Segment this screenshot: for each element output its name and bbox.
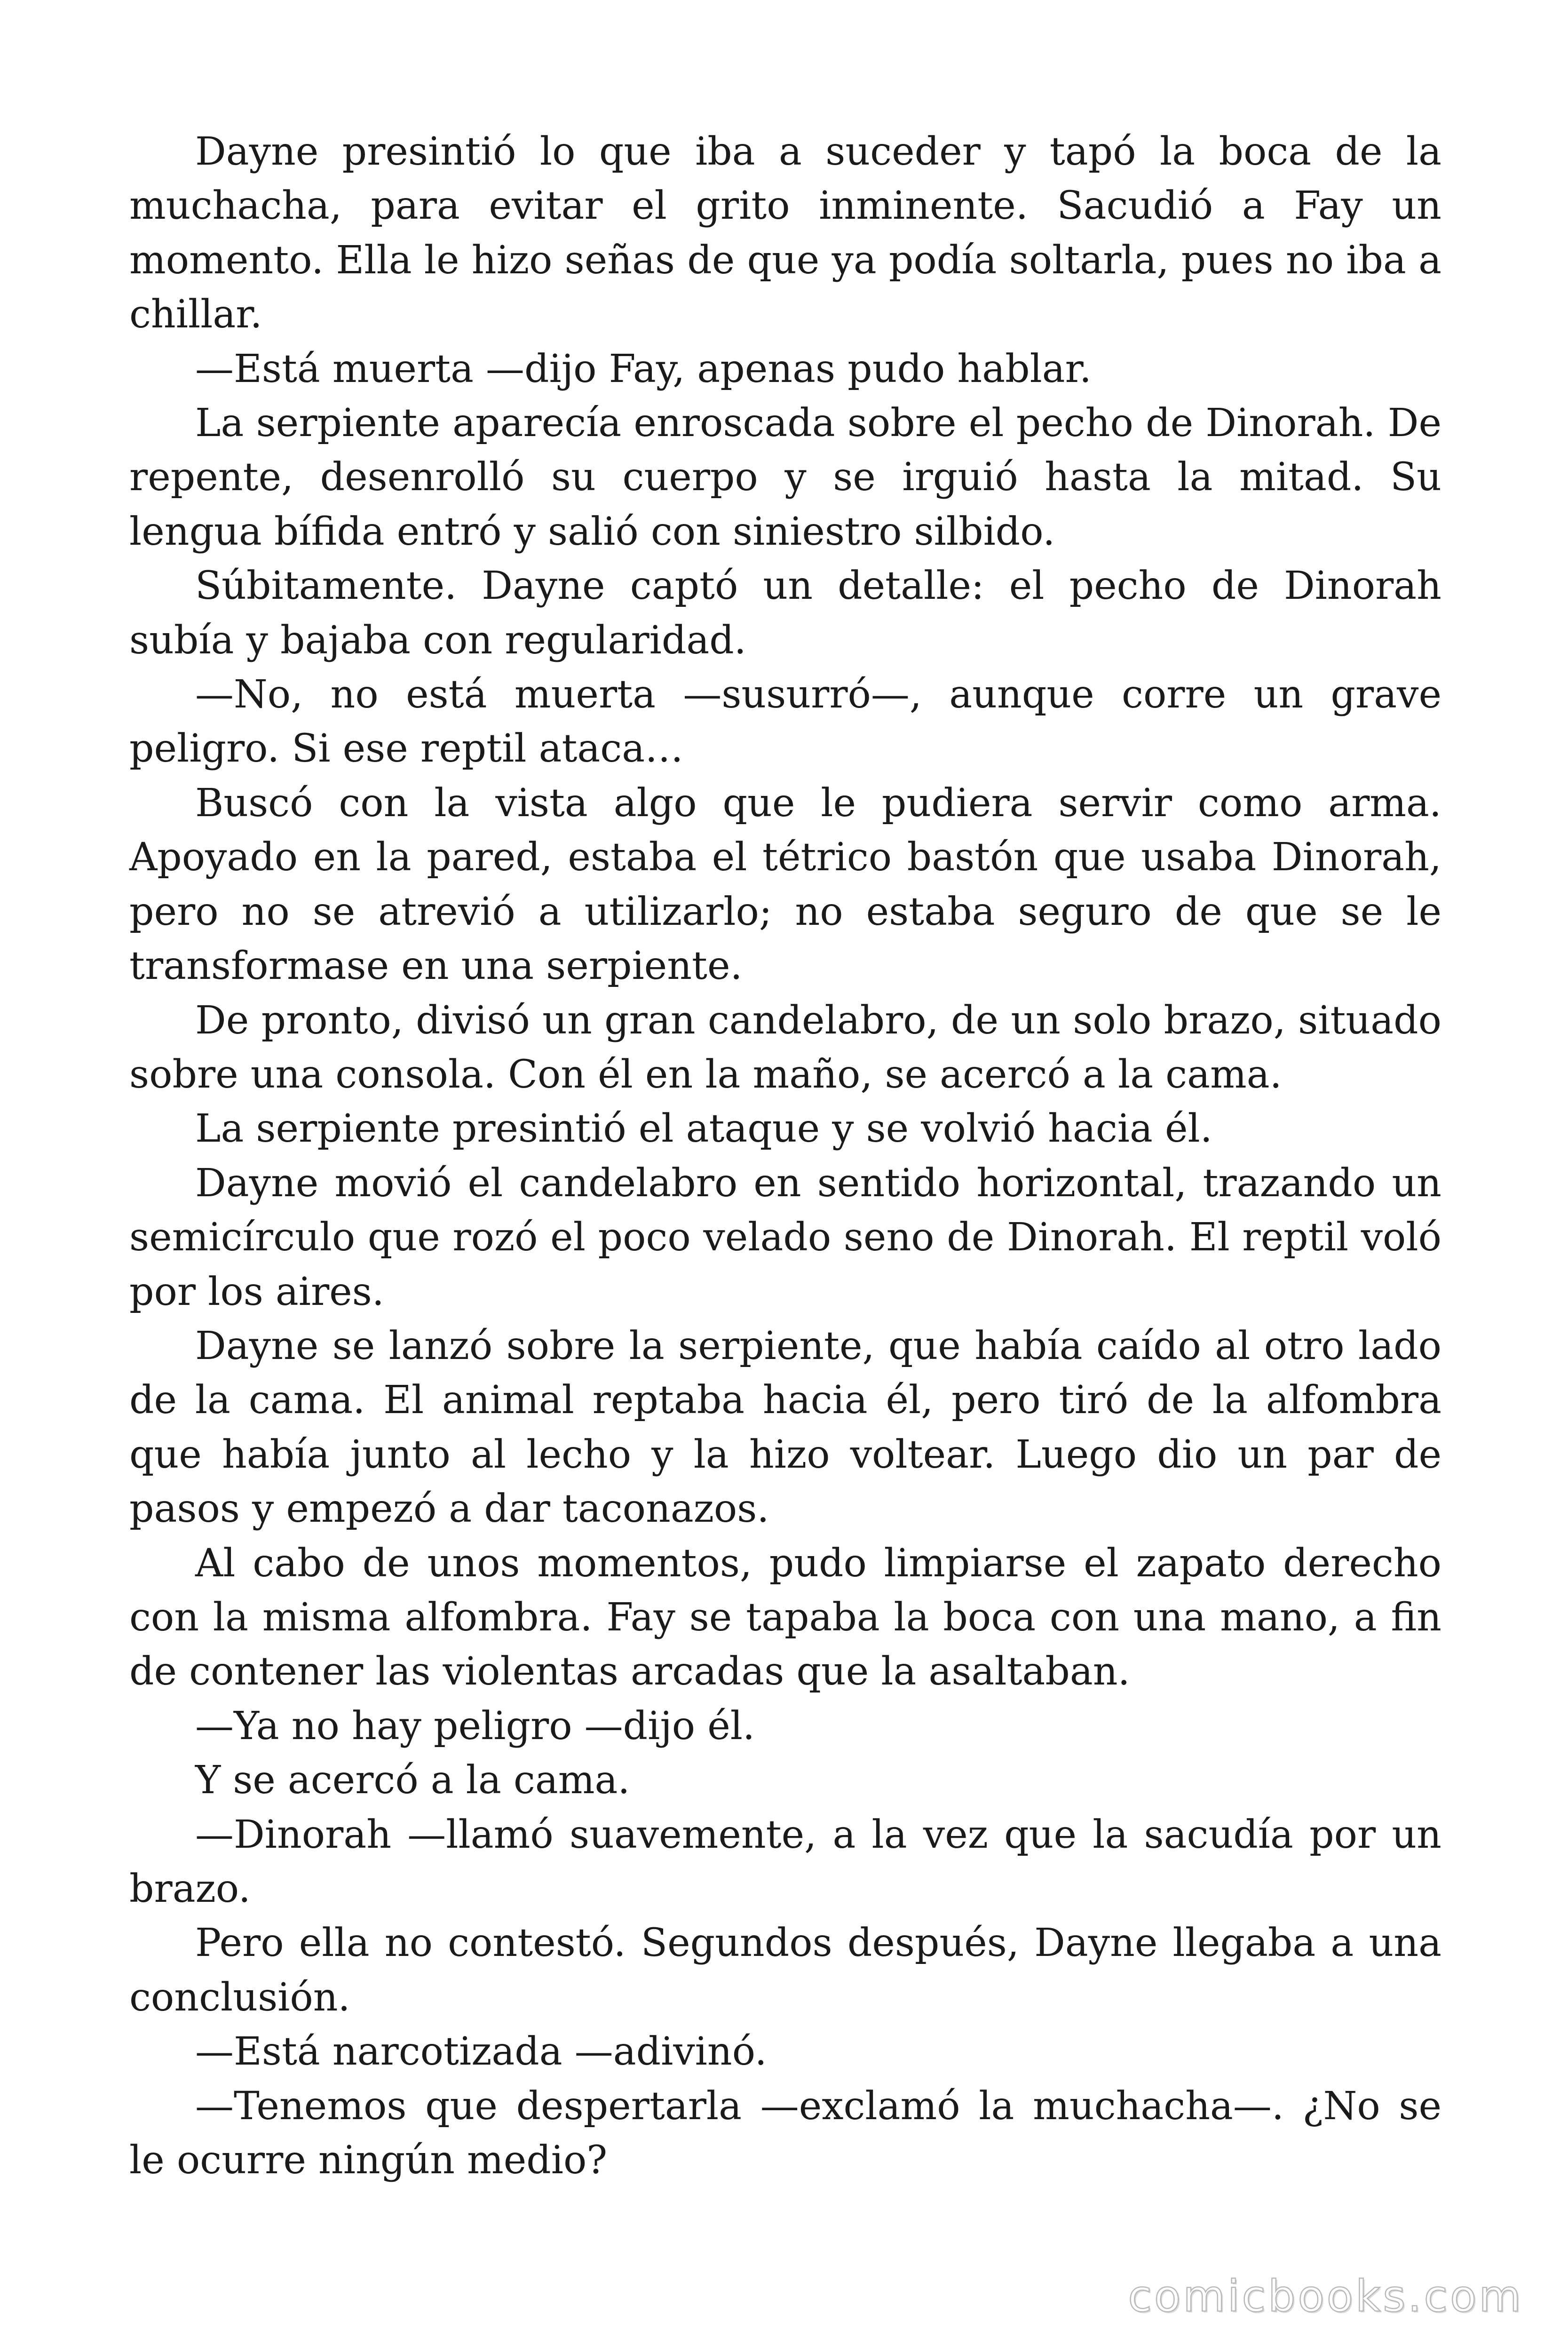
page-text — [129, 125, 1441, 2187]
paragraph-6: Buscó con la vista algo que le pudiera servir como arma. Apoyado en la pared, estaba el tétrico bastón que usaba Dinorah, pero no se atrevió a utilizarlo; no estaba seguro de que se le transformase en una serpiente. — [129, 780, 1441, 989]
paragraph-10: Dayne se lanzó sobre la serpiente, que había caído al otro lado de la cama. El animal reptaba hacia él, pero tiró de la alfombra que había junto al lecho y la hizo voltear. Luego dio un par de pasos y empezó a dar taconazos. — [129, 1323, 1441, 1532]
paragraph-11: Al cabo de unos momentos, pudo limpiarse el zapato derecho con la misma alfombra. Fay se tapaba la boca con una mano, a fin de contener las violentas arcadas que la asaltaban. — [129, 1541, 1441, 1694]
paragraph-14: —Dinorah —llamó suavemente, a la vez que la sacudía por un brazo. — [129, 1812, 1441, 1911]
paragraph-9: Dayne movió el candelabro en sentido horizontal, trazando un semicírculo que rozó el poco velado seno de Dinorah. El reptil voló por los aires. — [129, 1160, 1441, 1314]
paragraph-7: De pronto, divisó un gran candelabro, de un solo brazo, situado sobre una consola. Con él en la maño, se acercó a la cama. — [129, 998, 1441, 1097]
paragraph-5: —No, no está muerta —susurró—, aunque corre un grave peligro. Si ese reptil ataca… — [129, 672, 1441, 771]
paragraph-8: La serpiente presintió el ataque y se volvió hacia él. — [195, 1106, 1212, 1152]
paragraph-4: Súbitamente. Dayne captó un detalle: el pecho de Dinorah subía y bajaba con regularidad. — [129, 564, 1441, 663]
paragraph-17: —Tenemos que despertarla —exclamó la muchacha—. ¿No se le ocurre ningún medio? — [129, 2083, 1441, 2183]
paragraph-15: Pero ella no contestó. Segundos después, Dayne llegaba a una conclusión. — [129, 1921, 1441, 2020]
watermark: comicbooks.com — [1128, 2271, 1523, 2321]
paragraph-16: —Está narcotizada —adivinó. — [195, 2029, 767, 2074]
paragraph-2: —Está muerta —dijo Fay, apenas pudo hablar. — [195, 346, 1092, 391]
paragraph-3: La serpiente aparecía enroscada sobre el pecho de Dinorah. De repente, desenrolló su cuerpo y se irguió hasta la mitad. Su lengua bífida entró y salió con siniestro silbido. — [129, 401, 1441, 554]
paragraph-13: Y se acercó a la cama. — [195, 1758, 630, 1803]
paragraph-12: —Ya no hay peligro —dijo él. — [195, 1703, 755, 1748]
paragraph-1: Dayne presintió lo que iba a suceder y tapó la boca de la muchacha, para evitar el grito inminente. Sacudió a Fay un momento. Ella le hizo señas de que ya podía soltarla, pues no iba a chillar. — [129, 129, 1441, 337]
